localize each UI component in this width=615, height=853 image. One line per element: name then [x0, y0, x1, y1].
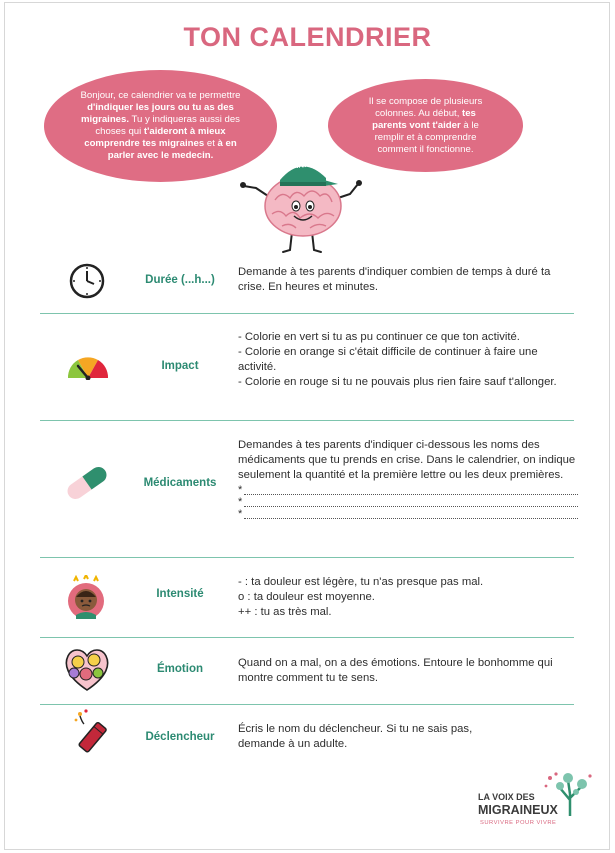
la-voix-des-migraineux-logo [478, 770, 598, 840]
page-title: TON CALENDRIER [183, 22, 432, 52]
info-text: Il se compose de plusieurs colonnes. Au début, tes parents vont t'aider à le remplir et à comprendre comment il fonctionne. [368, 95, 483, 155]
row-label-emotion: Émotion [157, 663, 203, 675]
logo-line-1: LA VOIX DES [478, 792, 535, 802]
gauge-icon [64, 350, 112, 380]
firecracker-icon [70, 708, 110, 756]
medication-line-3[interactable]: * [238, 507, 578, 519]
row-desc-line: o : ta douleur est moyenne. [238, 591, 375, 603]
row-desc-line: Écris le nom du déclencheur. Si tu ne sais pas, demande à un adulte. [238, 723, 473, 750]
row-desc-emotion [238, 656, 578, 686]
row-desc-intensite [238, 575, 578, 620]
clock-icon [68, 262, 106, 300]
row-desc-line: Quand on a mal, on a des émotions. Entoure le bonhomme qui montre comment tu te sens. [238, 657, 553, 684]
row-desc-line: - Colorie en orange si c'était difficile de continuer à faire une activité. [238, 346, 538, 373]
emotion-heart-icon [62, 646, 112, 692]
row-separator [40, 557, 574, 558]
medication-line-2[interactable]: * [238, 495, 578, 507]
row-separator [40, 313, 574, 314]
logo-line-2: MIGRAINEUX [478, 803, 558, 817]
row-desc-line: ++ : tu as très mal. [238, 606, 332, 618]
headache-face-icon [64, 575, 108, 621]
row-separator [40, 637, 574, 638]
row-desc-declencheur [238, 722, 488, 752]
row-desc-impact [238, 330, 578, 390]
row-separator [40, 420, 574, 421]
row-desc-line: - Colorie en rouge si tu ne pouvais plus rien faire sauf t'allonger. [238, 376, 557, 388]
row-label-duree: Durée (...h...) [145, 274, 215, 286]
row-desc-line: - : ta douleur est légère, tu n'as presque pas mal. [238, 576, 484, 588]
logo-tagline: SURVIVRE POUR VIVRE [480, 820, 557, 826]
pill-icon [62, 462, 112, 504]
row-label-intensite: Intensité [156, 588, 204, 600]
row-desc-line: Demande à tes parents d'indiquer combien de temps à duré ta crise. En heures et minutes. [238, 266, 551, 293]
row-separator [40, 704, 574, 705]
intro-text: Bonjour, ce calendrier va te permettre d'indiquer les jours ou tu as des migraines. Tu y indiqueras aussi des choses qui t'aideront à mieux comprendre tes migraines et à en parler avec le medecin. [80, 90, 241, 161]
row-desc-line: - Colorie en vert si tu as pu continuer ce que ton activité. [238, 331, 520, 343]
row-label-impact: Impact [161, 360, 199, 372]
mascot-cap-label: INFO [295, 159, 316, 170]
row-desc-medicaments [238, 438, 578, 519]
row-label-medicaments: Médicaments [143, 477, 217, 489]
row-label-declencheur: Déclencheur [145, 731, 215, 743]
row-desc-line: Demandes à tes parents d'indiquer ci-dessous les noms des médicaments que tu prends en crise. Dans le calendrier, on indique seulement la quantité et la première lettre ou les deux premières. [238, 439, 576, 481]
row-desc-duree [238, 265, 578, 295]
medication-line-1[interactable]: * [238, 483, 578, 495]
